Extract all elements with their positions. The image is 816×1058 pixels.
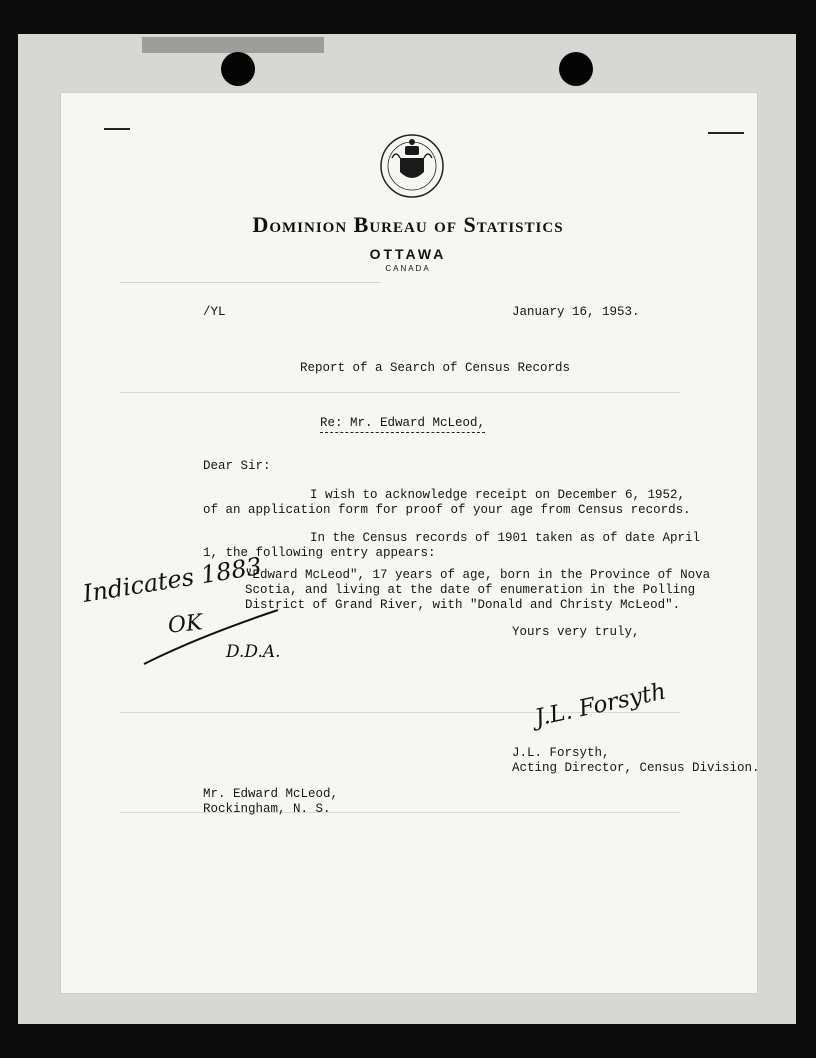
paragraph-2-line-2: 1, the following entry appears: (203, 546, 436, 560)
tape-strip (142, 37, 324, 53)
addressee-place: Rockingham, N. S. (203, 802, 331, 816)
paragraph-1-line-1: I wish to acknowledge receipt on December 6, 1952, (310, 488, 686, 502)
corner-mark (708, 132, 744, 134)
agency-country: CANADA (385, 264, 431, 273)
punch-hole-left (221, 52, 255, 86)
signatory-title: Acting Director, Census Division. (512, 761, 760, 775)
handwritten-note-year: Indicates 1883 (80, 552, 264, 608)
agency-name: Dominion Bureau of Statistics (252, 212, 564, 237)
closing: Yours very truly, (512, 625, 640, 639)
addressee-name: Mr. Edward McLeod, (203, 787, 339, 801)
signatory-name: J.L. Forsyth, (512, 746, 610, 760)
punch-hole-right (559, 52, 593, 86)
re-line-text: Re: Mr. Edward McLeod, (320, 416, 485, 433)
letter-date: January 16, 1953. (512, 305, 640, 319)
crest-icon (378, 128, 446, 200)
agency-city: OTTAWA (369, 246, 447, 262)
salutation: Dear Sir: (203, 459, 271, 473)
handwritten-initials: D.D.A. (226, 642, 281, 662)
paragraph-1-line-2: of an application form for proof of your age from Census records. (203, 503, 691, 517)
census-entry-line-1: "Edward McLeod", 17 years of age, born in the Province of Nova (245, 568, 711, 582)
re-line (320, 416, 485, 430)
census-entry-line-3: District of Grand River, with "Donald and Christy McLeod". (245, 598, 681, 612)
paragraph-2-line-1: In the Census records of 1901 taken as of date April (310, 531, 701, 545)
reference-code: /YL (203, 305, 226, 319)
bleed-through-line (120, 380, 680, 393)
subject-line: Report of a Search of Census Records (300, 361, 571, 375)
census-entry-line-2: Scotia, and living at the date of enumeration in the Polling (245, 583, 696, 597)
corner-mark (104, 128, 130, 130)
handwritten-note-ok: OK (166, 610, 204, 639)
signature: J.L. Forsyth (532, 678, 669, 732)
